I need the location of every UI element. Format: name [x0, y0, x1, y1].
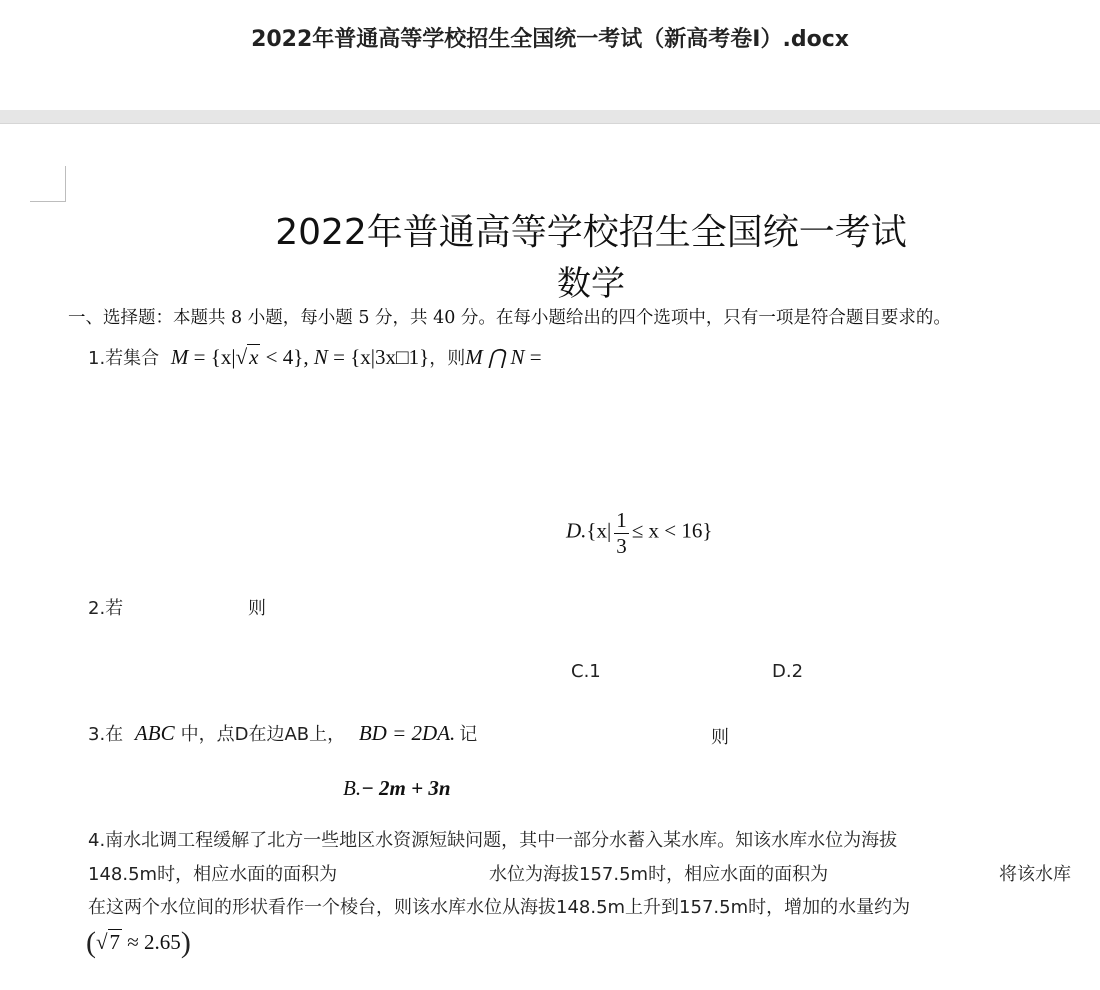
q1-set-m-close: < 4}, — [260, 345, 314, 369]
q1-expression: M ⋂ N — [465, 345, 525, 369]
q3-relation: BD = 2DA. — [358, 721, 456, 745]
q3-prefix: 3.在 — [88, 724, 124, 745]
fraction-denominator: 3 — [616, 534, 627, 558]
q4-hint-close: ) — [180, 926, 191, 959]
q4-hint-sqrt-sign: √ — [96, 930, 108, 954]
q4-hint-approx: ≈ 2.65 — [122, 930, 181, 954]
q4-hint-open: ( — [86, 926, 96, 959]
q1-sqrt-arg: x — [249, 345, 259, 369]
q2-prefix: 2.若 — [88, 598, 124, 619]
q2-option-d[interactable]: D.2 — [772, 661, 804, 682]
question-3 — [88, 720, 477, 746]
q3-option-b-label: B. — [343, 776, 362, 800]
exam-subject: 数学 — [557, 264, 625, 304]
q4-line-2c: 将该水库 — [999, 864, 1071, 885]
q1-set-m-open: = {x| — [188, 345, 236, 369]
q1-equals: = — [524, 345, 542, 369]
q3-option-b[interactable] — [343, 776, 451, 801]
q4-line-2b: 水位为海拔157.5m时，相应水面的面积为 — [489, 864, 829, 885]
margin-marker-vertical — [65, 166, 66, 202]
q1-set-n-body: = {x|3x□1} — [327, 345, 430, 369]
q3-note: 记 — [459, 724, 478, 745]
question-1 — [88, 344, 542, 370]
q3-triangle: ABC — [134, 721, 175, 745]
q2-option-c[interactable]: C.1 — [571, 661, 601, 682]
q1-sqrt — [236, 345, 261, 370]
q1-connector: ，则 — [429, 348, 466, 369]
q1-option-d-open: {x| — [586, 518, 612, 543]
page-gutter — [0, 110, 1100, 124]
window-titlebar — [0, 0, 1100, 110]
q4-hint — [86, 926, 191, 960]
q1-option-d-fraction — [614, 510, 629, 557]
margin-marker-horizontal — [30, 201, 66, 202]
q2-then: 则 — [248, 598, 266, 619]
section-instructions: 一、选择题：本题共 8 小题，每小题 5 分，共 40 分。在每小题给出的四个选项中，只有一项是符合题目要求的。 — [68, 308, 951, 328]
q1-set-m-name: M — [170, 345, 189, 369]
q3-option-b-expr: − 2m + 3n — [361, 776, 451, 800]
q3-mid-text: 中，点D在边AB上， — [180, 724, 346, 745]
q4-hint-sqrt — [96, 930, 122, 955]
q4-line-1: 4.南水北调工程缓解了北方一些地区水资源短缺问题，其中一部分水蓄入某水库。知该水库水位为海拔 — [88, 830, 898, 851]
q4-line-3: 在这两个水位间的形状看作一个棱台，则该水库水位从海拔148.5m上升到157.5m时，增加的水量约为 — [88, 897, 911, 918]
q4-line-2a: 148.5m时，相应水面的面积为 — [88, 864, 338, 885]
fraction-numerator: 1 — [616, 508, 627, 532]
q1-option-d[interactable] — [566, 510, 712, 557]
q1-option-d-close: ≤ x < 16} — [631, 518, 713, 543]
q4-hint-sqrt-arg: 7 — [109, 930, 121, 954]
document-filename: 2022年普通高等学校招生全国统一考试（新高考卷I）.docx — [251, 27, 849, 52]
q1-prefix: 1.若集合 — [88, 348, 160, 369]
q3-then: 则 — [711, 727, 729, 748]
exam-heading: 2022年普通高等学校招生全国统一考试 — [275, 212, 907, 253]
q1-option-d-label: D. — [566, 518, 587, 543]
q1-sqrt-sign: √ — [235, 345, 248, 369]
q1-set-n-name: N — [313, 345, 328, 369]
